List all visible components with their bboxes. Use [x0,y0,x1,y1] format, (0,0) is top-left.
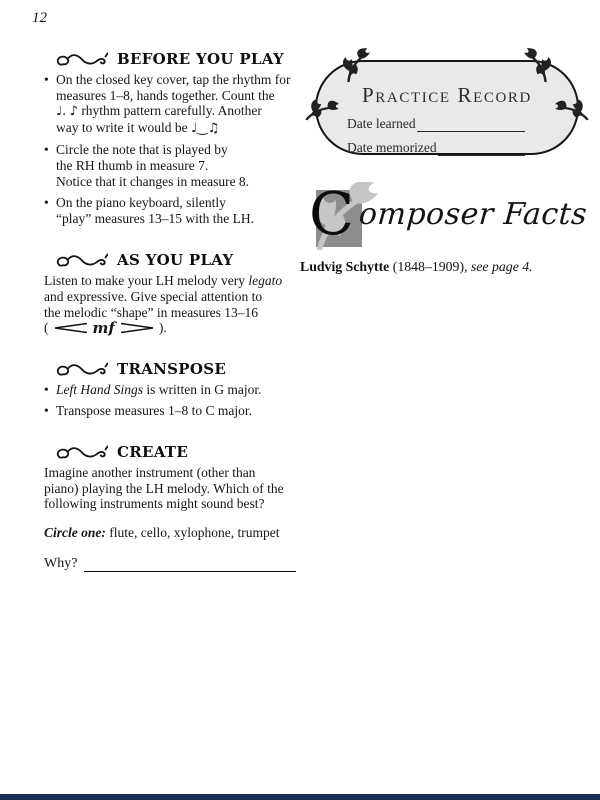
composer-name: Ludvig Schytte [300,259,390,274]
page-footer-bar [0,794,600,800]
practice-record-box [315,60,579,155]
paragraph-line [44,273,296,289]
paragraph [44,273,296,335]
bullet-text: Transpose measures 1–8 to C major. [56,403,252,419]
date-learned-row [347,116,525,132]
bullet-item [44,382,296,398]
mf-dynamic: mf [92,318,115,337]
dotted-quarter-note-icon: ♩. [56,104,67,120]
paragraph-line: and expressive. Give special attention to [44,288,263,304]
date-memorized-row [347,140,525,156]
bullet-text-line: Notice that it changes in measure 8. [56,173,250,189]
composer-dates: (1848–1909), [389,259,471,274]
circle-one-line [44,525,296,541]
eighth-note-icon: ♪ [69,104,78,120]
bullet-text-line: the RH thumb in measure 7. [56,157,209,173]
tied-notes-icon: ♩‿♫ [190,120,220,136]
piece-title: Left Hand Sings [56,381,144,397]
leaf-ornament-icon [334,47,375,85]
bullet-text: way to write it would be [56,119,191,135]
section-title: AS YOU PLAY [117,251,234,270]
paragraph-text: Listen to make your LH melody very [44,273,249,289]
section-title: BEFORE YOU PLAY [117,50,284,68]
section-title: TRANSPOSE [117,359,227,378]
bullet-item [44,142,296,189]
section-as-you-play [44,251,296,335]
section-transpose [44,360,296,419]
date-memorized-blank-line [438,144,525,156]
section-before-you-play [44,50,296,226]
section-header [56,360,296,378]
why-label: Why? [44,555,78,571]
decrescendo-icon [119,322,155,334]
bullet-text-line: • On the closed key cover, tap the rhythm for [56,72,291,87]
bullet-item [44,403,296,419]
practice-record-title: Practice Record [362,83,532,107]
circle-one-label: Circle one: [44,524,106,540]
instrument-options: flute, cello, xylophone, trumpet [105,524,280,540]
italic-term: legato [248,273,283,289]
bullet-text: rhythm pattern carefully. Another [77,103,262,119]
section-header [56,50,296,68]
bullet-item [44,195,296,226]
date-learned-label: Date learned [347,116,416,131]
paragraph-line: Imagine another instrument (other than [44,464,256,480]
bullet-text-line: “play” measures 13–15 with the LH. [56,210,254,226]
paragraph-line: the melodic “shape” in measures 13–16 [44,304,259,320]
leaf-ornament-icon [518,47,559,85]
bullet-text-line [56,120,296,137]
section-header [56,443,296,461]
paren-close: ). [158,320,167,336]
date-learned-blank-line [417,120,525,132]
bullet-text-line: • On the piano keyboard, silently [56,195,226,211]
section-header [56,251,296,269]
flourish-icon [56,444,108,460]
heading-script-text: omposer Facts [357,197,589,232]
bullet-text-line: • Circle the note that is played by [56,142,228,158]
answer-blank-line [84,558,296,572]
section-title: CREATE [117,442,189,461]
bullet-text: is written in G major. [143,381,262,397]
left-column [44,50,296,572]
composer-facts-heading [300,179,592,260]
bullet-text-line: measures 1–8, hands together. Count the [56,87,275,103]
bullet-item [44,72,296,136]
crescendo-icon [53,322,89,334]
paren-open: ( [44,320,49,336]
why-line [44,556,296,572]
paragraph-line: following instruments might sound best? [44,496,265,512]
section-create [44,443,296,572]
date-memorized-label: Date memorized [347,140,437,155]
bullet-text-line [56,103,296,120]
flourish-icon [56,252,108,268]
composer-info-line [300,259,590,275]
page-number: 12 [32,10,47,26]
paragraph [44,465,296,512]
see-page-note: see page 4. [470,259,533,274]
paragraph-line: piano) playing the LH melody. Which of the [44,480,284,496]
flourish-icon [56,51,108,67]
dynamics-line [44,320,296,336]
illuminated-initial: C [309,179,355,248]
flourish-icon [56,361,108,377]
